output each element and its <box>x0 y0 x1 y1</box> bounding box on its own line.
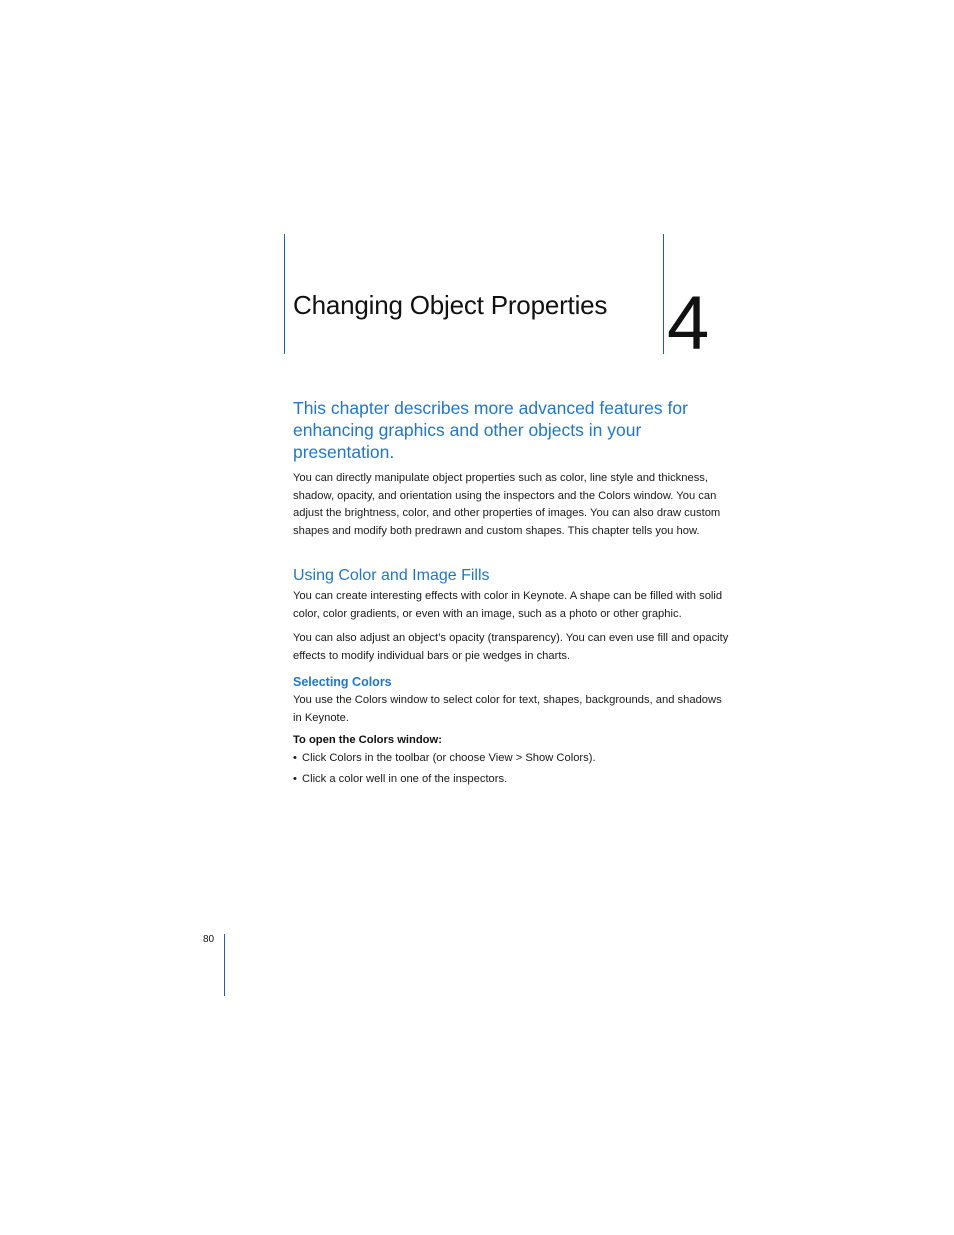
chapter-title: Changing Object Properties <box>293 290 608 320</box>
page-number: 80 <box>203 934 215 945</box>
section-heading-fills: Using Color and Image Fills <box>293 567 490 584</box>
chapter-rule-right <box>663 234 664 354</box>
bullet-icon: • <box>293 752 297 764</box>
overview-paragraph: You can directly manipulate object properties such as color, line style and thickness, shadow, opacity, and orientation using the inspectors and the Colors window. You can adjust the brightness, color, and other properties of images. You can also draw custom shapes and modify both predrawn and custom shapes. This chapter tells you how. <box>293 472 721 537</box>
fills-paragraph-1: You can create interesting effects with color in Keynote. A shape can be filled with solid color, color gradients, or even with an image, such as a photo or other graphic. <box>293 590 723 620</box>
fills-paragraph-2: You can also adjust an object’s opacity (transparency). You can even use fill and opacity effects to modify individual bars or pie wedges in charts. <box>293 632 729 662</box>
folio-rule <box>224 934 225 996</box>
task-label: To open the Colors window: <box>293 734 442 746</box>
chapter-intro: This chapter describes more advanced features for enhancing graphics and other objects in your presentation. <box>293 398 688 462</box>
colors-paragraph: You use the Colors window to select color for text, shapes, backgrounds, and shadows in Keynote. <box>293 694 722 724</box>
bullet-icon: • <box>293 772 297 785</box>
chapter-rule-left <box>284 234 285 354</box>
list-item <box>293 771 596 789</box>
section-heading-colors: Selecting Colors <box>293 675 392 689</box>
list-item <box>293 750 596 768</box>
chapter-number: 4 <box>667 281 710 366</box>
task-step-text: Click Colors in the toolbar (or choose View > Show Colors). <box>302 752 596 764</box>
task-steps-list <box>293 750 596 791</box>
task-step-text: Click a color well in one of the inspectors. <box>302 772 508 785</box>
